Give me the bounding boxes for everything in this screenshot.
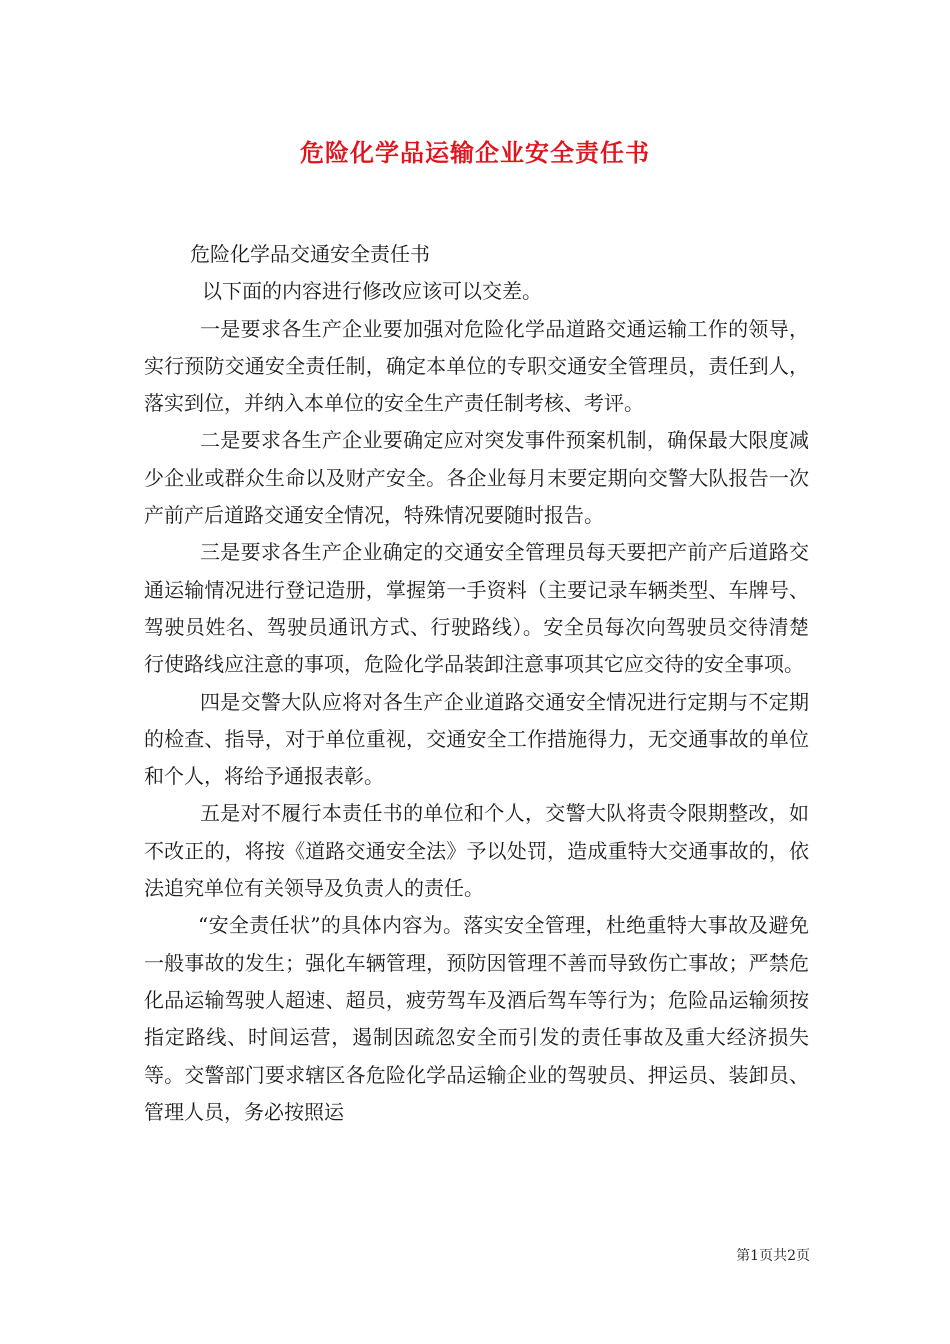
- body-paragraph: 二是要求各生产企业要确定应对突发事件预案机制，确保最大限度减少企业或群众生命以及财产安全。各企业每月末要定期向交警大队报告一次产前产后道路交通安全情况，特殊情况要随时报告。: [144, 428, 809, 528]
- body-paragraph: 以下面的内容进行修改应该可以交差。: [202, 279, 542, 304]
- document-title: 危险化学品运输企业安全责任书: [300, 138, 650, 167]
- page-number: 第1页共2页: [736, 1248, 810, 1264]
- body-paragraph: 四是交警大队应将对各生产企业道路交通安全情况进行定期与不定期的检查、指导，对于单位重视，交通安全工作措施得力，无交通事故的单位和个人，将给予通报表彰。: [144, 689, 809, 789]
- body-paragraph: “安全责任状”的具体内容为。落实安全管理，杜绝重特大事故及避免一般事故的发生；强化车辆管理，预防因管理不善而导致伤亡事故；严禁危化品运输驾驶人超速、超员，疲劳驾车及酒后驾车等行为；危险品运输须按指定路线、时间运营，遏制因疏忽安全而引发的责任事故及重大经济损失等。交警部门要求辖区各危险化学品运输企业的驾驶员、押运员、装卸员、管理人员，务必按照运: [144, 913, 809, 1124]
- body-paragraph: 五是对不履行本责任书的单位和个人，交警大队将责令限期整改，如不改正的，将按《道路交通安全法》予以处罚，造成重特大交通事故的，依法追究单位有关领导及负责人的责任。: [144, 801, 809, 901]
- body-paragraph: 三是要求各生产企业确定的交通安全管理员每天要把产前产后道路交通运输情况进行登记造册，掌握第一手资料（主要记录车辆类型、车牌号、驾驶员姓名、驾驶员通讯方式、行驶路线）。安全员每次向驾驶员交待清楚行使路线应注意的事项，危险化学品装卸注意事项其它应交待的安全事项。: [144, 540, 809, 677]
- body-paragraph: 一是要求各生产企业要加强对危险化学品道路交通运输工作的领导，实行预防交通安全责任制，确定本单位的专职交通安全管理员，责任到人，落实到位，并纳入本单位的安全生产责任制考核、考评。: [144, 316, 809, 416]
- document-subtitle: 危险化学品交通安全责任书: [190, 242, 430, 266]
- document-body: [144, 236, 809, 1131]
